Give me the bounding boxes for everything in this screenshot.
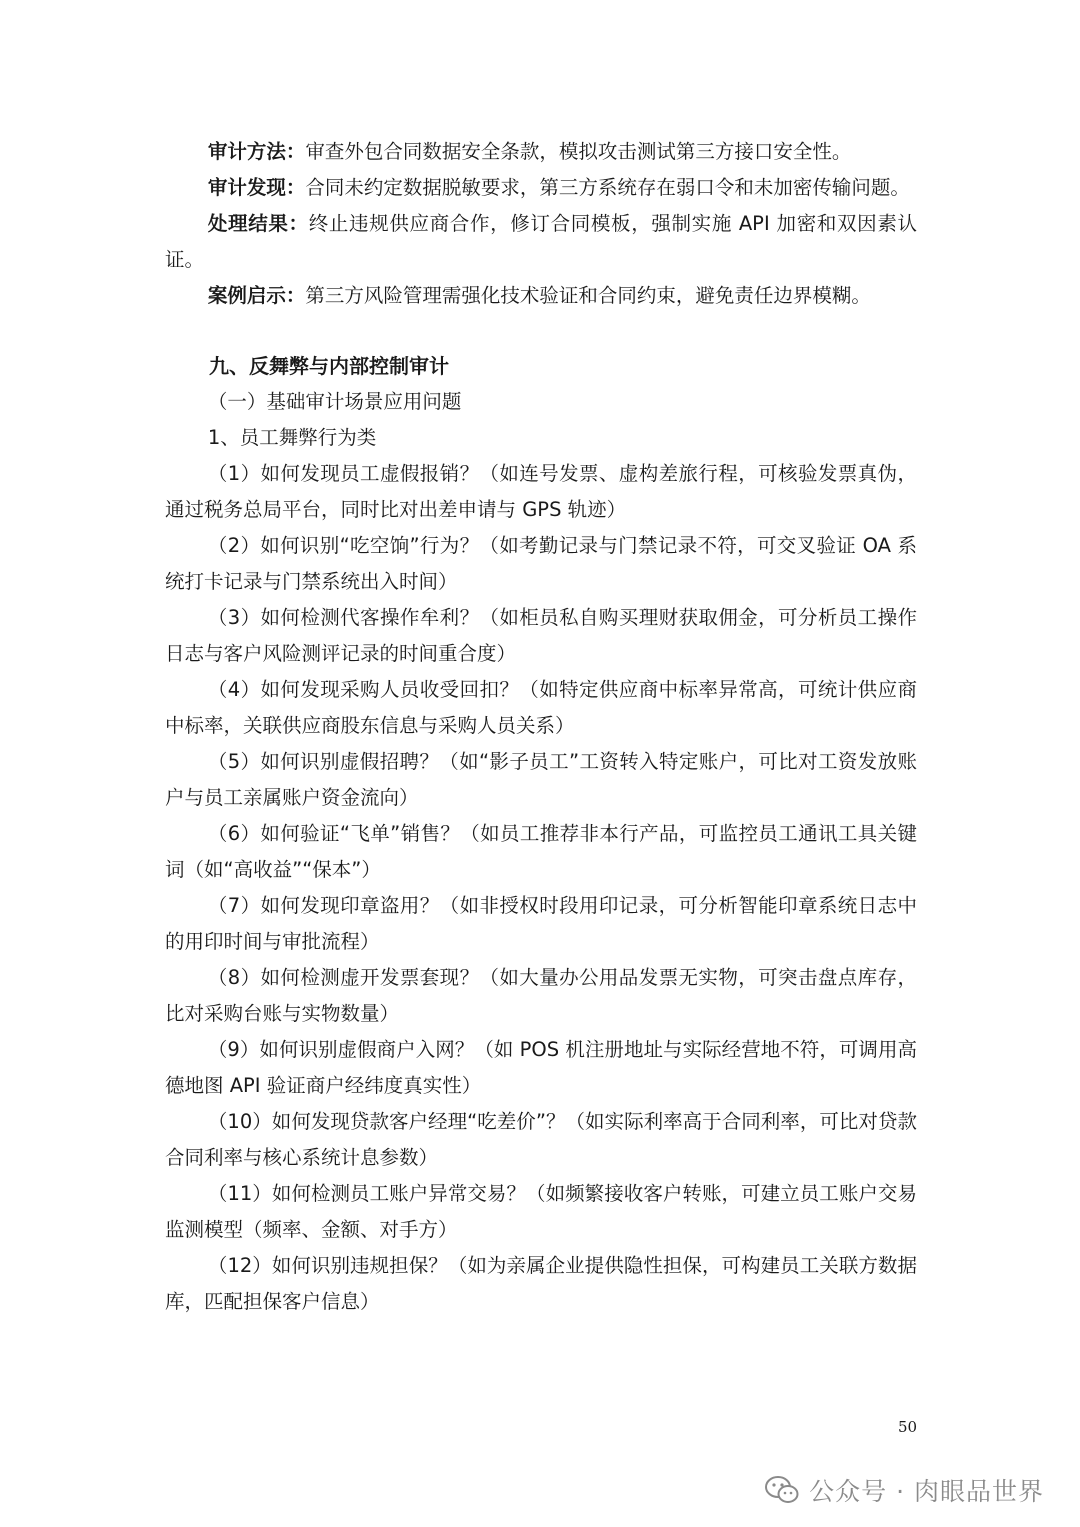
document-body	[165, 134, 917, 1320]
audit-insight-label: 案例启示：	[207, 284, 306, 307]
question-item-4: （4）如何发现采购人员收受回扣？（如特定供应商中标率异常高，可统计供应商中标率，关联供应商股东信息与采购人员关系）	[165, 678, 917, 737]
audit-finding-paragraph	[165, 170, 917, 206]
audit-insight-paragraph	[165, 278, 917, 314]
question-item-9: （9）如何识别虚假商户入网？（如 POS 机注册地址与实际经营地不符，可调用高德地图 API 验证商户经纬度真实性）	[165, 1038, 917, 1097]
question-item-12: （12）如何识别违规担保？（如为亲属企业提供隐性担保，可构建员工关联方数据库，匹配担保客户信息）	[165, 1254, 917, 1313]
watermark-text: 公众号 · 肉眼品世界	[809, 1477, 1044, 1506]
question-item-11: （11）如何检测员工账户异常交易？（如频繁接收客户转账，可建立员工账户交易监测模型（频率、金额、对手方）	[165, 1182, 917, 1241]
question-item-3: （3）如何检测代客操作牟利？（如柜员私自购买理财获取佣金，可分析员工操作日志与客户风险测评记录的时间重合度）	[165, 606, 917, 665]
question-item-2: （2）如何识别“吃空饷”行为？（如考勤记录与门禁记录不符，可交叉验证 OA 系统打卡记录与门禁系统出入时间）	[165, 534, 917, 593]
audit-method-label: 审计方法：	[207, 140, 306, 163]
page-number: 50	[898, 1418, 918, 1436]
question-item-1: （1）如何发现员工虚假报销？（如连号发票、虚构差旅行程，可核验发票真伪，通过税务总局平台，同时比对出差申请与 GPS 轨迹）	[165, 462, 917, 521]
wechat-icon	[765, 1475, 799, 1505]
watermark	[765, 1472, 1044, 1508]
category-title: 1、员工舞弊行为类	[207, 426, 377, 449]
question-item-7: （7）如何发现印章盗用？（如非授权时段用印记录，可分析智能印章系统日志中的用印时间与审批流程）	[165, 894, 917, 953]
question-item-8: （8）如何检测虚开发票套现？（如大量办公用品发票无实物，可突击盘点库存，比对采购台账与实物数量）	[165, 966, 917, 1025]
audit-method-paragraph	[165, 134, 917, 170]
question-item-10: （10）如何发现贷款客户经理“吃差价”？（如实际利率高于合同利率，可比对贷款合同利率与核心系统计息参数）	[165, 1110, 917, 1169]
audit-result-paragraph	[165, 206, 917, 278]
audit-result-label: 处理结果：	[207, 212, 309, 235]
subsection-title: （一）基础审计场景应用问题	[207, 390, 462, 413]
audit-finding-label: 审计发现：	[207, 176, 306, 199]
question-item-6: （6）如何验证“飞单”销售？（如员工推荐非本行产品，可监控员工通讯工具关键词（如“高收益”“保本”）	[165, 822, 917, 881]
audit-insight-text: 第三方风险管理需强化技术验证和合同约束，避免责任边界模糊。	[305, 284, 871, 307]
audit-result-text: 终止违规供应商合作，修订合同模板，强制实施 API 加密和双因素认证。	[165, 212, 917, 271]
section-title: 九、反舞弊与内部控制审计	[209, 354, 449, 378]
question-item-5: （5）如何识别虚假招聘？（如“影子员工”工资转入特定账户，可比对工资发放账户与员工亲属账户资金流向）	[165, 750, 917, 809]
audit-method-text: 审查外包合同数据安全条款，模拟攻击测试第三方接口安全性。	[305, 140, 852, 163]
audit-finding-text: 合同未约定数据脱敏要求，第三方系统存在弱口令和未加密传输问题。	[305, 176, 910, 199]
